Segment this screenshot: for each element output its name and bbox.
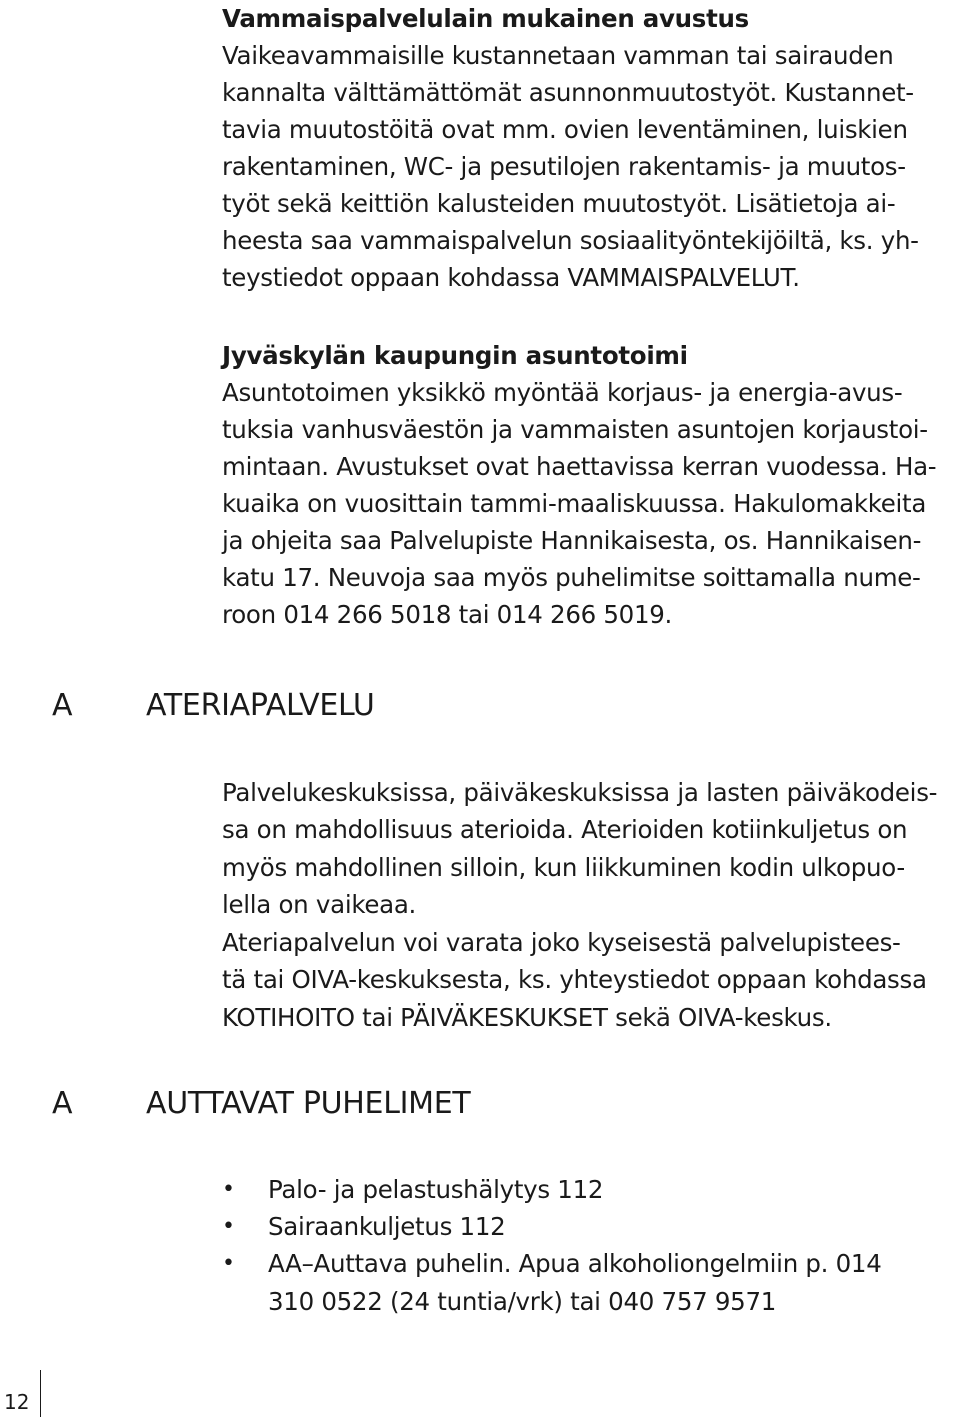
bullet-icon: • [222,1251,235,1276]
vammaispalvelu-line: Vaikeavammaisille kustannetaan vamman tai sairauden [222,41,894,70]
vammaispalvelu-line: kannalta välttämättömät asunnonmuutostyöt. Kustannet- [222,78,914,107]
asuntotoimi-line: kuaika on vuosittain tammi-maaliskuussa. Hakulomakkeita [222,489,927,518]
bullet-icon: • [222,1177,235,1202]
ateriapalvelu-line: lella on vaikeaa. [222,890,417,919]
ateriapalvelu-line: Palvelukeskuksissa, päiväkeskuksissa ja lasten päiväkodeis- [222,778,938,807]
ateriapalvelu-line: Ateriapalvelun voi varata joko kyseisestä palvelupistees- [222,928,901,957]
list-item: Sairaankuljetus 112 [268,1212,506,1241]
auttavat-title: AUTTAVAT PUHELIMET [146,1086,471,1121]
list-item: AA–Auttava puhelin. Apua alkoholiongelmiin p. 014 [268,1249,882,1278]
asuntotoimi-heading: Jyväskylän kaupungin asuntotoimi [222,341,688,370]
list-item-continuation: 310 0522 (24 tuntia/vrk) tai 040 757 9571 [268,1287,777,1316]
auttavat-index-letter: A [52,1086,73,1121]
page-number: 12 [4,1390,30,1414]
bullet-icon: • [222,1214,235,1239]
ateriapalvelu-line: KOTIHOITO tai PÄIVÄKESKUKSET sekä OIVA-keskus. [222,1003,832,1032]
vammaispalvelu-line: työt sekä keittiön kalusteiden muutostyöt. Lisätietoja ai- [222,189,896,218]
asuntotoimi-line: Asuntotoimen yksikkö myöntää korjaus- ja energia-avus- [222,378,903,407]
asuntotoimi-line: katu 17. Neuvoja saa myös puhelimitse soittamalla nume- [222,563,921,592]
asuntotoimi-line: roon 014 266 5018 tai 014 266 5019. [222,600,673,629]
ateriapalvelu-title: ATERIAPALVELU [146,688,375,723]
vammaispalvelu-heading: Vammaispalvelulain mukainen avustus [222,4,749,33]
vammaispalvelu-line: heesta saa vammaispalvelun sosiaalityöntekijöiltä, ks. yh- [222,226,919,255]
list-item: Palo- ja pelastushälytys 112 [268,1175,604,1204]
asuntotoimi-line: tuksia vanhusväestön ja vammaisten asuntojen korjaustoi- [222,415,928,444]
asuntotoimi-line: mintaan. Avustukset ovat haettavissa kerran vuodessa. Ha- [222,452,937,481]
ateriapalvelu-line: tä tai OIVA-keskuksesta, ks. yhteystiedot oppaan kohdassa [222,965,927,994]
ateriapalvelu-line: myös mahdollinen silloin, kun liikkuminen kodin ulkopuo- [222,853,905,882]
vammaispalvelu-line: rakentaminen, WC- ja pesutilojen rakentamis- ja muutos- [222,152,906,181]
vammaispalvelu-line: tavia muutostöitä ovat mm. ovien leventäminen, luiskien [222,115,908,144]
vammaispalvelu-line: teystiedot oppaan kohdassa VAMMAISPALVELUT. [222,263,800,292]
ateriapalvelu-line: sa on mahdollisuus aterioida. Aterioiden kotiinkuljetus on [222,815,908,844]
asuntotoimi-line: ja ohjeita saa Palvelupiste Hannikaisesta, os. Hannikaisen- [222,526,922,555]
ateriapalvelu-index-letter: A [52,688,73,723]
